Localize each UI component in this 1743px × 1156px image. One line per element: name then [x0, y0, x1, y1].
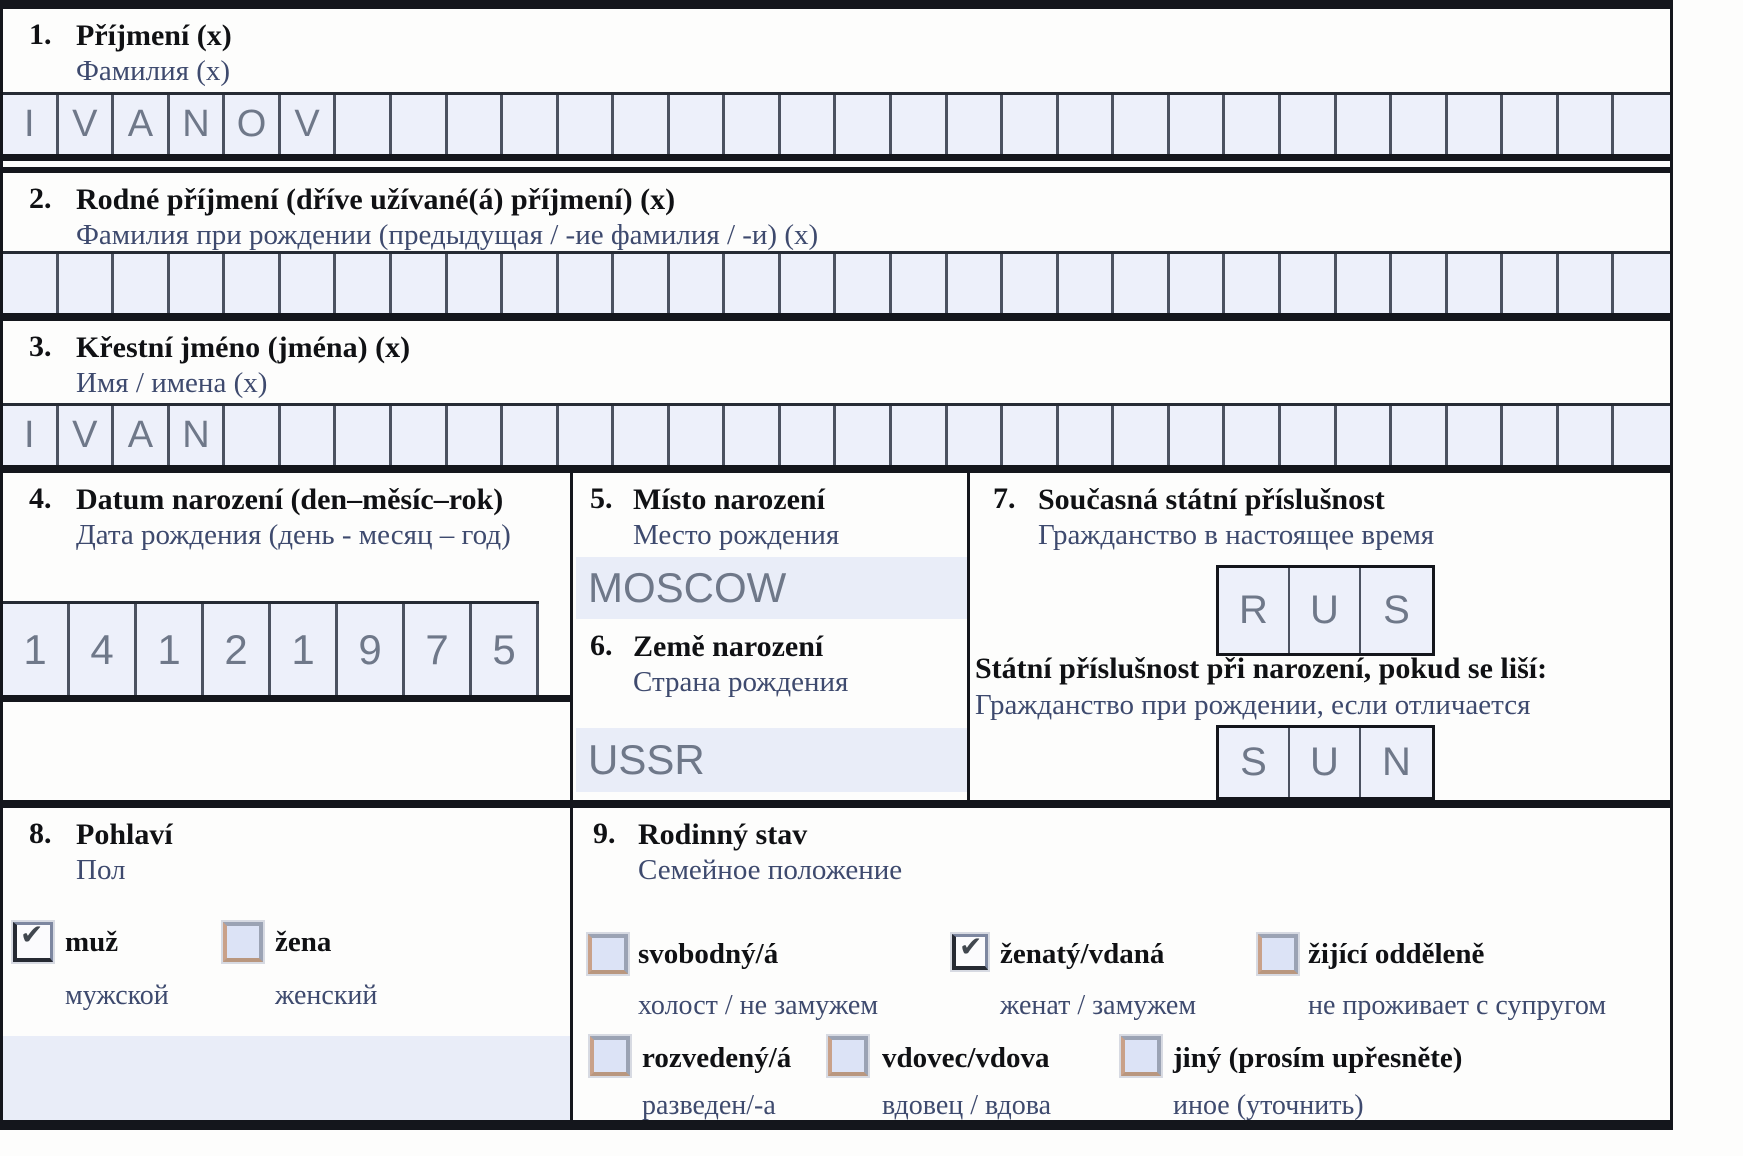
- char-cell[interactable]: [1003, 95, 1059, 154]
- date-of-birth-input-boxes[interactable]: [3, 601, 539, 695]
- empty-field-band: [3, 1036, 570, 1120]
- field-number: 7.: [993, 482, 1016, 515]
- label-place-of-birth-cs: Místo narození: [633, 483, 825, 516]
- checkbox-female[interactable]: [223, 922, 263, 962]
- label-dob-ru: Дата рождения (день - месяц – год): [76, 519, 511, 551]
- char-cell[interactable]: [781, 95, 837, 154]
- char-cell[interactable]: [1614, 406, 1670, 465]
- char-cell[interactable]: [1614, 254, 1670, 313]
- section-divider: [3, 154, 1670, 173]
- char-cell[interactable]: [1448, 406, 1504, 465]
- char-cell[interactable]: [781, 406, 837, 465]
- char-cell[interactable]: N: [170, 95, 226, 154]
- char-cell[interactable]: [559, 406, 615, 465]
- birth-nationality-code-boxes[interactable]: [1216, 725, 1435, 800]
- char-cell[interactable]: [559, 254, 615, 313]
- label-current-nationality-cs: Současná státní příslušnost: [1038, 483, 1385, 516]
- char-cell[interactable]: U: [1290, 568, 1361, 653]
- char-cell[interactable]: [336, 254, 392, 313]
- char-cell[interactable]: S: [1361, 568, 1432, 653]
- char-cell[interactable]: [1392, 254, 1448, 313]
- section-9-marital-status: [576, 808, 1676, 1120]
- section-2-header: [3, 173, 1670, 251]
- char-cell[interactable]: [1114, 406, 1170, 465]
- char-cell[interactable]: [1003, 406, 1059, 465]
- field-number: 8.: [29, 817, 52, 850]
- field-number: 2.: [29, 182, 52, 215]
- option-separated-cs: žijící odděleně: [1308, 938, 1485, 970]
- section-5-header: [576, 473, 967, 552]
- section-4-date-of-birth: [3, 473, 573, 800]
- char-cell[interactable]: [503, 406, 559, 465]
- label-birth-surname-cs: Rodné příjmení (dříve užívané(á) příjmení) (x): [76, 183, 676, 216]
- char-cell[interactable]: [948, 406, 1004, 465]
- char-cell[interactable]: V: [59, 406, 115, 465]
- checkbox-single[interactable]: [588, 934, 628, 974]
- char-cell[interactable]: [670, 406, 726, 465]
- char-cell[interactable]: [503, 254, 559, 313]
- char-cell[interactable]: [725, 254, 781, 313]
- char-cell[interactable]: [448, 95, 504, 154]
- char-cell[interactable]: 1: [137, 604, 204, 695]
- section-divider: [3, 800, 1670, 808]
- label-sex-ru: Пол: [76, 854, 126, 886]
- char-cell[interactable]: [1114, 95, 1170, 154]
- char-cell[interactable]: [170, 254, 226, 313]
- section-6-header: [576, 620, 848, 699]
- char-cell[interactable]: [892, 95, 948, 154]
- label-nationality-at-birth-cs: Státní příslušnost při narození, pokud se liší:: [975, 652, 1548, 685]
- option-married-ru: женат / замужем: [1000, 990, 1197, 1021]
- char-cell[interactable]: [1059, 95, 1115, 154]
- section-9-header: [576, 808, 1676, 887]
- field-number: 5.: [590, 482, 613, 515]
- char-cell[interactable]: I: [3, 406, 59, 465]
- section-8-header: [3, 808, 570, 887]
- char-cell[interactable]: A: [114, 406, 170, 465]
- section-4-header: [3, 473, 570, 552]
- char-cell[interactable]: O: [225, 95, 281, 154]
- char-cell[interactable]: [670, 254, 726, 313]
- option-single-cs: svobodný/á: [638, 938, 779, 970]
- char-cell[interactable]: [948, 254, 1004, 313]
- char-cell[interactable]: [1281, 406, 1337, 465]
- checkbox-divorced[interactable]: [590, 1036, 630, 1076]
- char-cell[interactable]: [1225, 406, 1281, 465]
- field-number: 1.: [29, 18, 52, 51]
- form-bottom-border: [3, 1120, 1670, 1130]
- char-cell[interactable]: [948, 95, 1004, 154]
- char-cell[interactable]: [392, 254, 448, 313]
- checkbox-married[interactable]: [952, 934, 988, 970]
- char-cell[interactable]: [1114, 254, 1170, 313]
- char-cell[interactable]: [725, 406, 781, 465]
- char-cell[interactable]: [1503, 406, 1559, 465]
- char-cell[interactable]: 9: [338, 604, 405, 695]
- char-cell[interactable]: [781, 254, 837, 313]
- char-cell[interactable]: [1392, 95, 1448, 154]
- char-cell[interactable]: 5: [472, 604, 539, 695]
- field-number: 9.: [593, 817, 616, 850]
- char-cell[interactable]: [1503, 95, 1559, 154]
- char-cell[interactable]: [1225, 95, 1281, 154]
- char-cell[interactable]: [114, 254, 170, 313]
- char-cell[interactable]: [1281, 254, 1337, 313]
- char-cell[interactable]: [1559, 95, 1615, 154]
- option-male-cs: muž: [65, 926, 119, 958]
- char-cell[interactable]: [1337, 95, 1393, 154]
- option-other-ru: иное (уточнить): [1173, 1090, 1364, 1121]
- char-cell[interactable]: [836, 95, 892, 154]
- char-cell[interactable]: [1059, 406, 1115, 465]
- char-cell[interactable]: [1170, 254, 1226, 313]
- option-female-ru: женский: [275, 980, 378, 1011]
- field-number: 3.: [29, 330, 52, 363]
- option-single-ru: холост / не замужем: [638, 990, 879, 1021]
- char-cell[interactable]: 4: [70, 604, 137, 695]
- char-cell[interactable]: [1170, 406, 1226, 465]
- option-married-cs: ženatý/vdaná: [1000, 938, 1165, 970]
- current-nationality-code-boxes[interactable]: [1216, 565, 1435, 656]
- char-cell[interactable]: 1: [3, 604, 70, 695]
- char-cell[interactable]: [670, 95, 726, 154]
- section-7-nationality: [973, 473, 1676, 800]
- char-cell[interactable]: R: [1219, 568, 1290, 653]
- char-cell[interactable]: [225, 254, 281, 313]
- label-place-of-birth-ru: Место рождения: [633, 519, 840, 551]
- char-cell[interactable]: [1059, 254, 1115, 313]
- char-cell[interactable]: [1614, 95, 1670, 154]
- char-cell[interactable]: [1559, 406, 1615, 465]
- char-cell[interactable]: [225, 406, 281, 465]
- label-first-name-cs: Křestní jméno (jména) (x): [76, 331, 411, 364]
- option-separated-ru: не проживает с супругом: [1308, 990, 1607, 1021]
- option-widowed-ru: вдовец / вдова: [882, 1090, 1052, 1121]
- char-cell[interactable]: V: [59, 95, 115, 154]
- char-cell[interactable]: [836, 254, 892, 313]
- char-cell[interactable]: U: [1290, 728, 1361, 797]
- char-cell[interactable]: [1003, 254, 1059, 313]
- char-cell[interactable]: [336, 95, 392, 154]
- label-sex-cs: Pohlaví: [76, 818, 173, 851]
- label-country-of-birth-ru: Страна рождения: [633, 666, 849, 698]
- char-cell[interactable]: [1559, 254, 1615, 313]
- country-of-birth-input[interactable]: USSR: [576, 728, 967, 792]
- char-cell[interactable]: [448, 254, 504, 313]
- char-cell[interactable]: [59, 254, 115, 313]
- char-cell[interactable]: [392, 95, 448, 154]
- section-1-header: [3, 9, 1670, 92]
- char-cell[interactable]: [559, 95, 615, 154]
- field-number: 6.: [590, 629, 613, 662]
- char-cell[interactable]: 2: [204, 604, 271, 695]
- char-cell[interactable]: [614, 406, 670, 465]
- label-current-nationality-ru: Гражданство в настоящее время: [1038, 519, 1435, 551]
- label-birth-surname-ru: Фамилия при рождении (предыдущая / -ие фамилия / -и) (x): [76, 219, 819, 251]
- char-cell[interactable]: A: [114, 95, 170, 154]
- char-cell[interactable]: [892, 254, 948, 313]
- char-cell[interactable]: I: [3, 95, 59, 154]
- char-cell[interactable]: 7: [405, 604, 472, 695]
- char-cell[interactable]: [281, 406, 337, 465]
- char-cell[interactable]: N: [170, 406, 226, 465]
- field-number: 4.: [29, 482, 52, 515]
- char-cell[interactable]: [3, 254, 59, 313]
- birth-surname-input-boxes[interactable]: [3, 251, 1670, 313]
- char-cell[interactable]: [614, 254, 670, 313]
- label-surname-ru: Фамилия (x): [76, 55, 231, 87]
- date-of-birth-row: [3, 601, 570, 702]
- section-3-header: [3, 321, 1670, 403]
- label-first-name-ru: Имя / имена (x): [76, 367, 268, 399]
- label-country-of-birth-cs: Země narození: [633, 630, 824, 663]
- char-cell[interactable]: [448, 406, 504, 465]
- char-cell[interactable]: N: [1361, 728, 1432, 797]
- char-cell[interactable]: [892, 406, 948, 465]
- option-divorced-ru: разведен/-а: [642, 1090, 776, 1121]
- checkbox-separated[interactable]: [1258, 934, 1298, 974]
- char-cell[interactable]: [614, 95, 670, 154]
- char-cell[interactable]: [725, 95, 781, 154]
- label-nationality-at-birth-ru: Гражданство при рождении, если отличается: [975, 689, 1531, 721]
- checkbox-other[interactable]: [1121, 1036, 1161, 1076]
- char-cell[interactable]: [836, 406, 892, 465]
- label-dob-cs: Datum narození (den–měsíc–rok): [76, 483, 504, 516]
- place-of-birth-input[interactable]: MOSCOW: [576, 557, 967, 619]
- char-cell[interactable]: [503, 95, 559, 154]
- option-female-cs: žena: [275, 926, 332, 958]
- sections-5-6-place-country-of-birth: [576, 473, 970, 800]
- char-cell[interactable]: [281, 254, 337, 313]
- option-male-ru: мужской: [65, 980, 169, 1011]
- label-surname-cs: Příjmení (x): [76, 19, 232, 52]
- char-cell[interactable]: [336, 406, 392, 465]
- char-cell[interactable]: V: [281, 95, 337, 154]
- char-cell[interactable]: [1503, 254, 1559, 313]
- section-8-sex: [3, 808, 573, 1120]
- option-other-cs: jiný (prosím upřesněte): [1173, 1042, 1463, 1074]
- section-divider: [3, 465, 1670, 473]
- surname-input-boxes[interactable]: [3, 92, 1670, 154]
- first-name-input-boxes[interactable]: [3, 403, 1670, 465]
- checkbox-widowed[interactable]: [828, 1036, 868, 1076]
- section-7-header: [973, 473, 1676, 552]
- option-divorced-cs: rozvedený/á: [642, 1042, 792, 1074]
- char-cell[interactable]: [1281, 95, 1337, 154]
- char-cell[interactable]: S: [1219, 728, 1290, 797]
- char-cell[interactable]: [1170, 95, 1226, 154]
- checkbox-male[interactable]: [13, 922, 53, 962]
- char-cell[interactable]: [1337, 406, 1393, 465]
- char-cell[interactable]: [1392, 406, 1448, 465]
- option-widowed-cs: vdovec/vdova: [882, 1042, 1050, 1074]
- char-cell[interactable]: [392, 406, 448, 465]
- label-marital-status-ru: Семейное положение: [638, 854, 903, 886]
- char-cell[interactable]: [1448, 95, 1504, 154]
- char-cell[interactable]: [1225, 254, 1281, 313]
- section-divider: [3, 313, 1670, 321]
- char-cell[interactable]: [1448, 254, 1504, 313]
- label-marital-status-cs: Rodinný stav: [638, 818, 808, 851]
- char-cell[interactable]: [1337, 254, 1393, 313]
- char-cell[interactable]: 1: [271, 604, 338, 695]
